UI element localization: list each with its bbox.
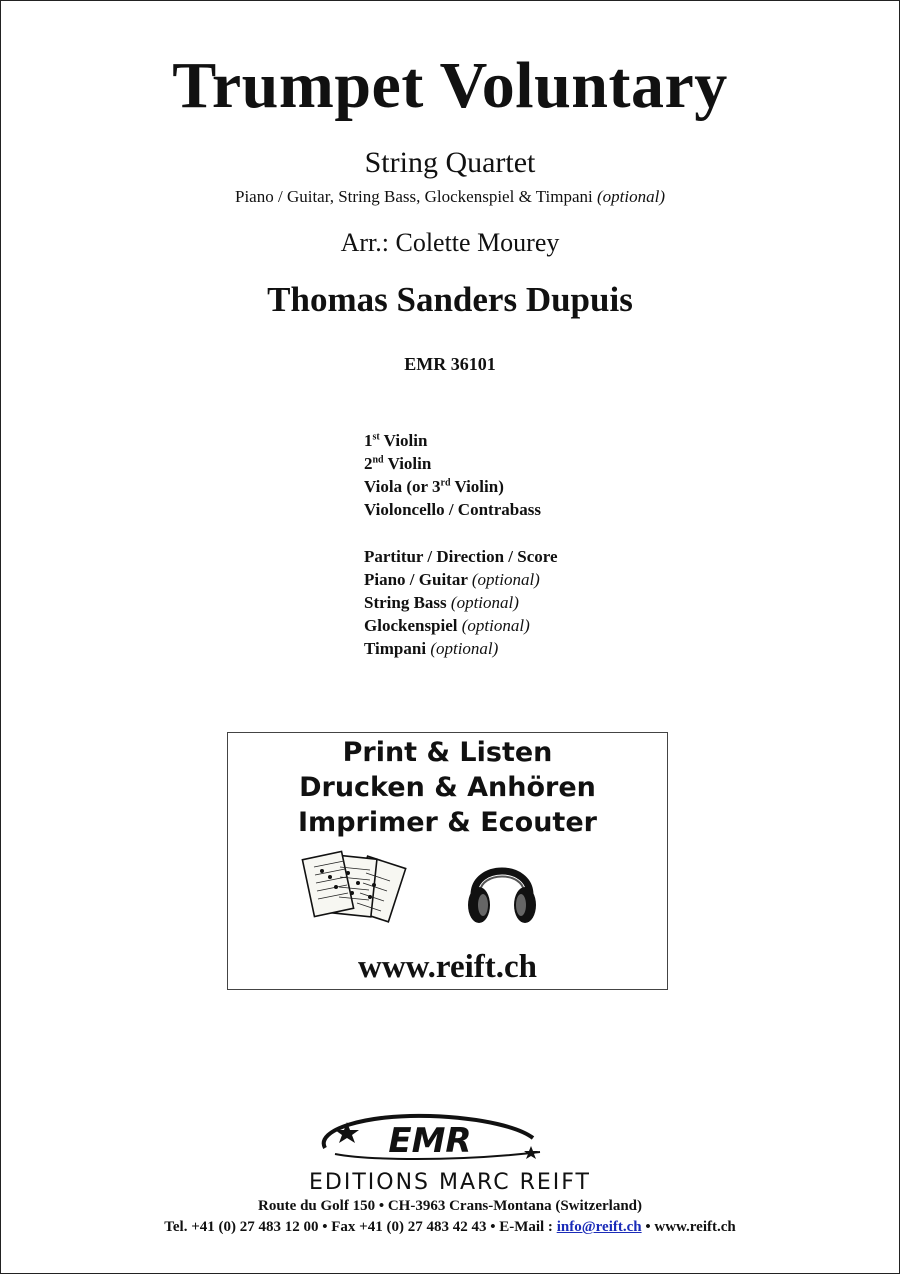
promo-line: Imprimer & Ecouter [298,807,597,838]
sheet-music-icon [300,849,412,931]
part-item: Piano / Guitar (optional) [364,570,540,589]
part-item: Violoncello / Contrabass [364,500,541,519]
publisher-contact: Tel. +41 (0) 27 483 12 00 • Fax +41 (0) 27 483 42 43 • E-Mail : info@reift.ch • www.reift.ch [164,1219,736,1235]
string-parts-list [364,429,541,521]
title: Trumpet Voluntary [172,49,728,122]
instrumentation-optional: (optional) [597,187,665,206]
instrumentation [0,187,900,207]
publisher-name: EDITIONS MARC REIFT [309,1170,591,1195]
catalog-number: EMR 36101 [404,354,496,374]
emr-logo [305,1108,555,1168]
arranger: Arr.: Colette Mourey [340,228,560,257]
promo-url[interactable]: www.reift.ch [357,949,538,985]
publisher-address: Route du Golf 150 • CH-3963 Crans-Montana (Switzerland) [258,1198,642,1214]
instrumentation-text: Piano / Guitar, String Bass, Glockenspiel & Timpani [235,187,593,206]
part-item: String Bass (optional) [364,593,519,612]
other-parts-list [364,545,558,660]
print-listen-box[interactable] [227,732,668,990]
promo-line: Print & Listen [342,737,553,768]
logo-text: EMR [388,1121,472,1161]
part-item: 2nd Violin [364,454,432,473]
subtitle: String Quartet [364,146,536,179]
part-item: Viola (or 3rd Violin) [364,477,504,496]
headphones-icon [464,849,540,929]
composer: Thomas Sanders Dupuis [267,280,633,319]
promo-line: Drucken & Anhören [299,772,596,803]
part-item: Partitur / Direction / Score [364,547,558,566]
part-item: 1st Violin [364,431,428,450]
part-item: Glockenspiel (optional) [364,616,530,635]
part-item: Timpani (optional) [364,639,499,658]
email-link[interactable]: info@reift.ch [556,1219,642,1235]
